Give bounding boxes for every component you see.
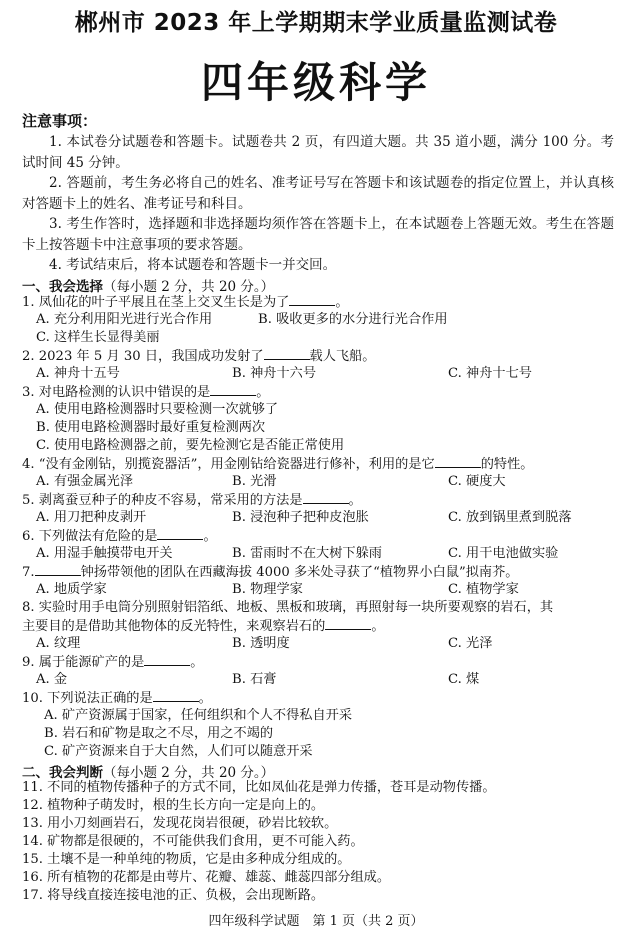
option: A. 矿产资源属于国家，任何组织和个人不得私自开采: [44, 708, 353, 723]
option: B. 浸泡种子把种皮泡胀: [232, 510, 369, 525]
notice-item: 1. 本试卷分试题卷和答题卡。试题卷共 2 页，有四道大题。共 35 道小题，满分 100 分。考试时间 45 分钟。: [22, 134, 614, 171]
option: C. 这样生长显得美丽: [36, 330, 160, 345]
option: C. 硬度大: [448, 474, 506, 489]
option: B. 透明度: [232, 636, 290, 651]
option: C. 煤: [448, 672, 480, 687]
option: C. 光泽: [448, 636, 493, 651]
notice-item: 3. 考生作答时，选择题和非选择题均须作答在答题卡上，在本试题卷上答题无效。考生在答题卡上按答题卡中注意事项的要求答题。: [22, 216, 614, 253]
section-2-note: （每小题 2 分，共 20 分。）: [103, 765, 275, 781]
question-3: 3. 对电路检测的认识中错误的是 。: [22, 385, 270, 400]
question-2: 2. 2023 年 5 月 30 日，我国成功发射了 载人飞船。: [22, 349, 376, 364]
answer-blank: [289, 293, 335, 306]
answer-blank: [144, 653, 190, 666]
question-4: 4. “没有金刚钻，别揽瓷器活”，用金刚钻给瓷器进行修补，利用的是它 的特性。: [22, 457, 534, 472]
section-2-title: 二、我会判断: [22, 765, 103, 781]
option: A. 用湿手触摸带电开关: [36, 546, 173, 561]
option: A. 用刀把种皮剥开: [36, 510, 147, 525]
option: B. 光滑: [232, 474, 277, 489]
question-1: 1. 凤仙花的叶子平展且在茎上交叉生长是为了 。: [22, 295, 349, 310]
judgement-item: 11. 不同的植物传播种子的方式不同，比如凤仙花是弹力传播，苍耳是动物传播。: [22, 780, 496, 795]
section-2-heading: [22, 761, 614, 781]
answer-blank: [264, 347, 310, 360]
option: B. 物理学家: [232, 582, 303, 597]
exam-subject: 四年级科学: [200, 58, 431, 107]
notice-list: [22, 132, 614, 276]
judgement-item: 16. 所有植物的花都是由萼片、花瓣、雄蕊、雌蕊四部分组成。: [22, 870, 391, 885]
option: A. 神舟十五号: [36, 366, 120, 381]
judgement-item: 12. 植物种子萌发时，根的生长方向一定是向上的。: [22, 798, 325, 813]
notice-item: 4. 考试结束后，将本试题卷和答题卡一并交回。: [49, 257, 337, 273]
section-1-title: 一、我会选择: [22, 279, 103, 295]
option: C. 矿产资源来自于大自然，人们可以随意开采: [44, 744, 313, 759]
option: C. 使用电路检测器之前，要先检测它是否能正常使用: [36, 438, 345, 453]
judgement-item: 14. 矿物都是很硬的，不可能供我们食用，更不可能入药。: [22, 834, 364, 849]
option: B. 神舟十六号: [232, 366, 317, 381]
option: A. 地质学家: [36, 582, 107, 597]
notice-heading: 注意事项：: [22, 112, 98, 130]
option: C. 用干电池做实验: [448, 546, 559, 561]
answer-blank: [35, 563, 81, 576]
judgement-item: 13. 用小刀刻画岩石，发现花岗岩很硬，砂岩比较软。: [22, 816, 338, 831]
question-5: 5. 剥离蚕豆种子的种皮不容易，常采用的方法是 。: [22, 493, 362, 508]
option: B. 岩石和矿物是取之不尽，用之不竭的: [44, 726, 274, 741]
question-8: 8. 实验时用手电筒分别照射铝箔纸、地板、黑板和玻璃，再照射每一块所要观察的岩石，其: [22, 600, 554, 615]
section-1-heading: [22, 275, 614, 295]
option: B. 吸收更多的水分进行光合作用: [258, 312, 448, 327]
option: B. 石膏: [232, 672, 277, 687]
option: C. 放到锅里煮到脱落: [448, 510, 572, 525]
section-1-note: （每小题 2 分，共 20 分。）: [103, 279, 275, 295]
notice-item: 2. 答题前，考生务必将自己的姓名、准考证号写在答题卡和该试题卷的指定位置上，并认真核对答题卡上的姓名、准考证号和科目。: [22, 175, 614, 212]
option: A. 充分利用阳光进行光合作用: [36, 312, 213, 327]
judgement-item: 17. 将导线直接连接电池的正、负极，会出现断路。: [22, 888, 325, 903]
option: C. 神舟十七号: [448, 366, 532, 381]
question-7: 7. 钟扬带领他的团队在西藏海拔 4000 多米处寻获了“植物界小白鼠”拟南芥。: [22, 565, 519, 580]
question-6: 6. 下列做法有危险的是 。: [22, 529, 217, 544]
page-footer: 四年级科学试题 第 1 页（共 2 页）: [208, 914, 424, 929]
answer-blank: [435, 455, 481, 468]
answer-blank: [303, 491, 349, 504]
option: A. 使用电路检测器时只要检测一次就够了: [36, 402, 279, 417]
question-8-cont: 主要目的是借助其他物体的反光特性，来观察岩石的 。: [22, 619, 385, 634]
answer-blank: [157, 527, 203, 540]
judgement-item: 15. 土壤不是一种单纯的物质，它是由多种成分组成的。: [22, 852, 351, 867]
option: A. 有强金属光泽: [36, 474, 134, 489]
question-10: 10. 下列说法正确的是 。: [22, 691, 212, 706]
question-9: 9. 属于能源矿产的是 。: [22, 655, 204, 670]
option: C. 植物学家: [448, 582, 519, 597]
option: B. 使用电路检测器时最好重复检测两次: [36, 420, 266, 435]
answer-blank: [210, 383, 256, 396]
option: A. 金: [36, 672, 68, 687]
exam-title: 郴州市 2023 年上学期期末学业质量监测试卷: [74, 10, 558, 36]
answer-blank: [153, 689, 199, 702]
answer-blank: [325, 617, 371, 630]
option: A. 纹理: [36, 636, 81, 651]
option: B. 雷雨时不在大树下躲雨: [232, 546, 382, 561]
